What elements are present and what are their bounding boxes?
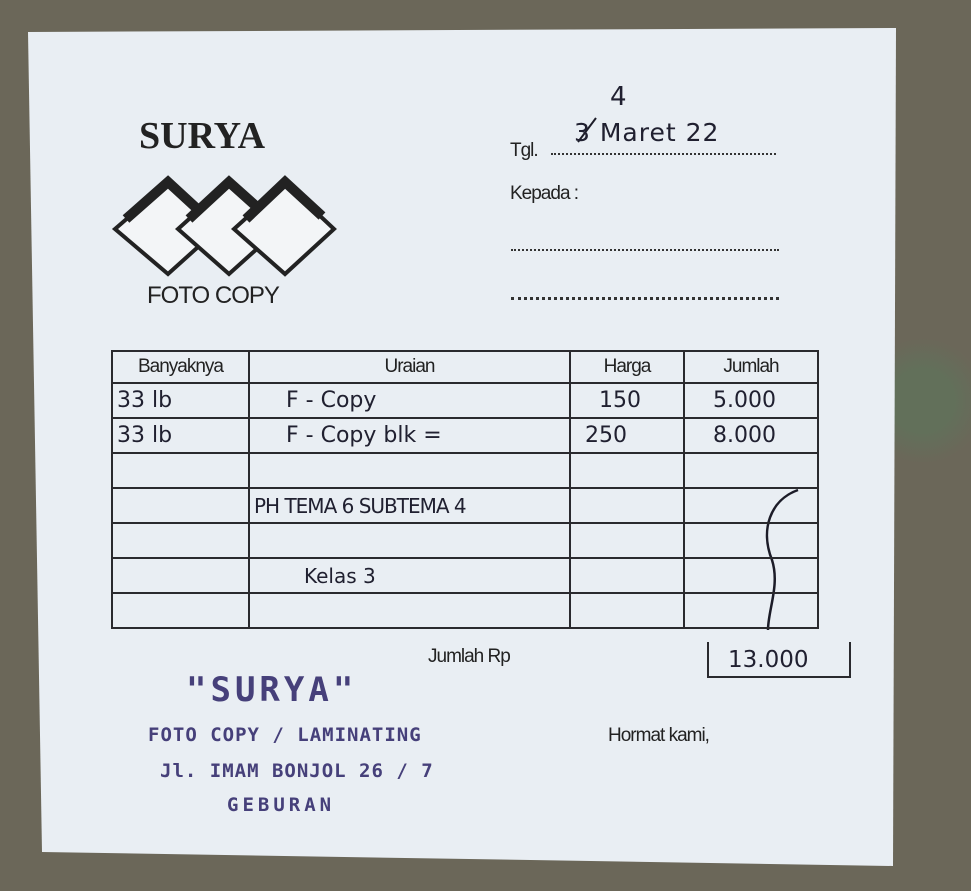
row-price bbox=[570, 488, 684, 523]
table-row bbox=[112, 593, 818, 628]
row-total bbox=[684, 523, 818, 558]
row-qty: 33 lb bbox=[112, 418, 249, 453]
stamp-title: "SURYA" bbox=[186, 670, 358, 710]
date-dotted-line bbox=[551, 153, 776, 155]
row-qty: 33 lb bbox=[112, 383, 249, 418]
total-label: Jumlah Rp bbox=[428, 646, 510, 667]
header-description: Uraian bbox=[249, 351, 570, 383]
date-value: 3 Maret 22 bbox=[574, 118, 720, 147]
row-qty bbox=[112, 453, 249, 488]
row-price bbox=[570, 558, 684, 593]
table-row bbox=[112, 383, 818, 418]
recipient-line-1 bbox=[511, 249, 779, 251]
row-qty bbox=[112, 488, 249, 523]
total-value: 13.000 bbox=[728, 647, 809, 673]
stamp-line-2: Jl. IMAM BONJOL 26 / 7 bbox=[160, 760, 434, 782]
row-description bbox=[249, 593, 570, 628]
row-price: 250 bbox=[570, 418, 684, 453]
row-description: F - Copy bbox=[249, 383, 570, 418]
table-row bbox=[112, 523, 818, 558]
row-qty bbox=[112, 558, 249, 593]
row-description: PH TEMA 6 SUBTEMA 4 bbox=[249, 488, 570, 523]
row-total: 8.000 bbox=[684, 418, 818, 453]
stamp-line-3: GEBURAN bbox=[227, 794, 336, 816]
row-price: 150 bbox=[570, 383, 684, 418]
row-total bbox=[684, 593, 818, 628]
date-corrected-day: 4 bbox=[610, 82, 627, 112]
row-description bbox=[249, 523, 570, 558]
row-price bbox=[570, 593, 684, 628]
row-description: F - Copy blk = bbox=[249, 418, 570, 453]
row-qty bbox=[112, 593, 249, 628]
row-price bbox=[570, 523, 684, 558]
brand-subtitle: FOTO COPY bbox=[147, 282, 279, 309]
table-row bbox=[112, 418, 818, 453]
stamp-line-1: FOTO COPY / LAMINATING bbox=[148, 724, 422, 746]
row-total bbox=[684, 488, 818, 523]
table-row bbox=[112, 453, 818, 488]
table-header-row bbox=[112, 351, 818, 383]
recipient-line-2 bbox=[511, 297, 779, 300]
closing-text: Hormat kami, bbox=[608, 725, 709, 746]
table-row bbox=[112, 488, 818, 523]
brand-name: SURYA bbox=[139, 115, 266, 157]
row-total bbox=[684, 558, 818, 593]
row-description bbox=[249, 453, 570, 488]
row-total: 5.000 bbox=[684, 383, 818, 418]
items-table bbox=[111, 350, 819, 629]
header-total: Jumlah bbox=[684, 351, 818, 383]
row-qty bbox=[112, 523, 249, 558]
row-total bbox=[684, 453, 818, 488]
row-price bbox=[570, 453, 684, 488]
row-description: Kelas 3 bbox=[249, 558, 570, 593]
recipient-label: Kepada : bbox=[510, 183, 579, 204]
table-row bbox=[112, 558, 818, 593]
header-qty: Banyaknya bbox=[112, 351, 249, 383]
date-label: Tgl. bbox=[510, 140, 538, 161]
header-price: Harga bbox=[570, 351, 684, 383]
